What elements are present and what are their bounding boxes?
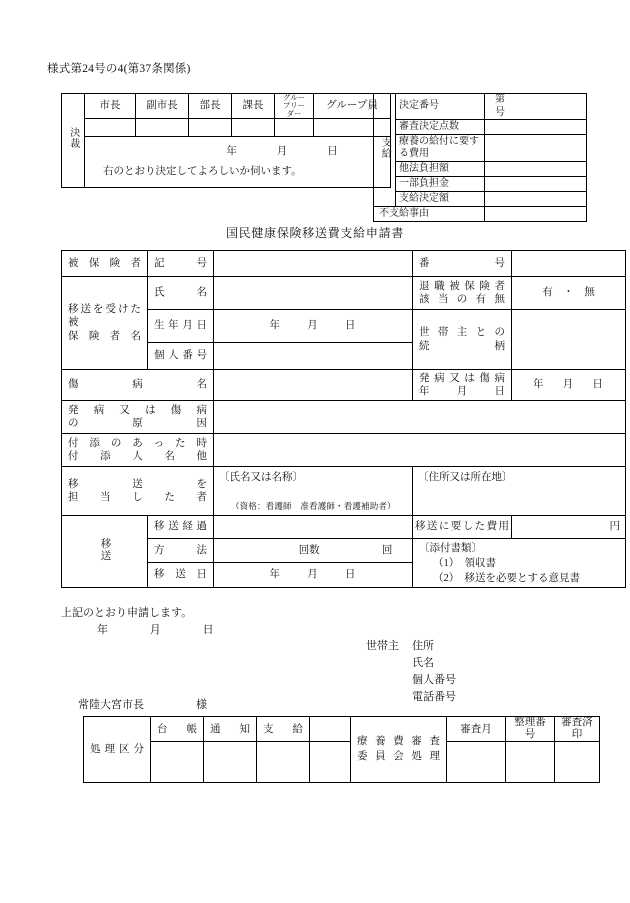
birthdate-month: 月 [307,320,319,332]
label-number: 番号 [413,251,512,277]
payment-row-copay [374,177,587,192]
main-table-wrapper [61,250,626,588]
payment-row-review-points [374,120,587,135]
transport-date-year: 年 [269,569,282,581]
field-cause[interactable] [214,401,626,434]
householder-label: 世帯主 [366,640,399,652]
birthdate-year: 年 [269,320,282,332]
addressee-name: 常陸大宮市長 [78,699,144,711]
approval-request-text: 右のとおり決定してよろしいか伺います。 [103,166,302,178]
transport-cost-unit: 円 [609,521,620,533]
payment-table [373,93,599,222]
label-transport-date: 移送日 [148,563,214,587]
householder-row-phone [366,689,456,706]
addressee-block [78,696,207,712]
householder-row-address [366,638,456,655]
approval-stamp-row [62,118,391,136]
process-col-payment: 支給 [257,717,310,742]
approval-request-cell [85,136,391,187]
field-mynumber[interactable] [214,343,413,370]
label-carrier: 移送を 担当した者 [62,467,214,516]
onset-year: 年 [533,379,545,391]
approval-col-group-member: グループ員 [314,94,391,119]
label-cause: 発病又は傷病 の原因 [62,401,214,434]
payment-table-wrapper [373,93,599,222]
exam-col-seal: 審査済 印 [555,717,600,742]
field-relation-to-householder[interactable] [512,310,626,370]
process-col-notice: 通知 [204,717,257,742]
addressee-honorific: 様 [196,699,207,711]
householder-field-name[interactable]: 氏名 [412,657,434,670]
approval-stamp-director[interactable] [189,118,232,136]
label-mynumber: 個人番号 [148,343,214,370]
table-row-transport-route [62,516,626,539]
attachments-cell [413,539,626,588]
process-entry-row [84,742,600,783]
label-transport-route: 移送経過 [148,516,214,539]
approval-date-line: 年 月 日 [226,146,344,157]
field-symbol[interactable] [214,251,413,277]
exam-field-reference-number[interactable] [506,742,555,783]
approval-stamp-group-leader[interactable] [275,118,314,136]
declaration-text: 上記のとおり申請します。 [61,607,193,619]
approval-col-group-leader: グルー プリー ダー [275,94,314,119]
table-row-insured [62,251,626,277]
approval-stamp-vice-mayor[interactable] [136,118,189,136]
approval-table [61,93,391,188]
process-field-ledger[interactable] [151,742,204,783]
process-col-blank [310,717,351,742]
payment-label-care-cost: 療養の給付に要する費用 [396,135,485,162]
carrier-address-head: 〔住所又は所在地〕 [418,472,513,483]
field-onset-date[interactable] [512,370,626,401]
label-exam-committee: 療養費審査 委員会処理 [351,717,447,783]
approval-header-row [62,94,391,119]
field-transport-cost[interactable] [512,516,626,539]
label-transport-method: 方法 [148,539,214,563]
payment-label-decision-number: 決定番号 [396,94,485,120]
label-birthdate: 生年月日 [148,310,214,343]
transport-date-day: 日 [344,569,357,581]
payment-row-other-law [374,162,587,177]
field-disease[interactable] [214,370,413,401]
payment-label-other-law: 他法負担額 [396,162,485,177]
field-transport-date[interactable] [214,563,413,587]
label-symbol: 記号 [148,251,214,277]
carrier-qualification-note: （資格：看護師 准看護師・看護補助者） [231,501,396,512]
label-transport-count: 回数 [298,545,320,557]
table-row-disease [62,370,626,401]
payment-row-decided-amount [374,192,587,207]
transport-side-label: 移送 [62,516,148,588]
field-transport-method[interactable] [214,539,413,563]
onset-day: 日 [592,379,604,391]
payment-value-decision-number[interactable]: 第 号 [485,94,587,120]
payment-value-review-points[interactable] [485,120,587,135]
approval-col-vice-mayor: 副市長 [136,94,189,119]
field-attendant[interactable] [214,434,626,467]
label-retired-insured: 退職被保険者 該当の有無 [413,277,512,310]
payment-label-no-payment-reason: 不支給事由 [374,207,485,222]
householder-block [366,638,456,706]
label-process-section: 処理区分 [84,717,151,783]
attachment-item-2: （2） 移送を必要とする意見書 [433,573,580,585]
label-relation-to-householder: 世帯主との 続柄 [413,310,512,370]
carrier-name-head: 〔氏名又は名称〕 [219,472,303,483]
exam-col-reference-number: 整理番 号 [506,717,555,742]
approval-stamp-section-chief[interactable] [232,118,275,136]
payment-row-no-payment-reason [374,207,587,222]
process-table-wrapper [83,716,600,783]
approval-col-mayor: 市長 [85,94,136,119]
approval-request-row [62,136,391,187]
page-title: 国民健康保険移送費支給申請書 [225,226,405,240]
declaration-block [61,605,220,638]
payment-value-no-payment-reason[interactable] [485,207,587,222]
attachment-item-1: （1） 領収書 [433,558,496,570]
transport-date-month: 月 [307,569,319,581]
approval-stamp-mayor[interactable] [85,118,136,136]
field-retired-insured[interactable]: 有 ・ 無 [512,277,626,310]
field-name[interactable] [214,277,413,310]
process-header-row [84,717,600,742]
process-col-ledger: 台帳 [151,717,204,742]
approval-col-section-chief: 課長 [232,94,275,119]
process-field-notice[interactable] [204,742,257,783]
payment-label-decided-amount: 支給決定額 [396,192,485,207]
payment-label-review-points: 審査決定点数 [396,120,485,135]
label-disease: 傷病名 [62,370,214,401]
approval-col-director: 部長 [189,94,232,119]
process-field-payment[interactable] [257,742,310,783]
application-table [61,250,626,588]
label-attendant: 付添のあった時 付添人名他 [62,434,214,467]
approval-table-wrapper [61,93,391,188]
field-carrier-address[interactable] [413,467,626,516]
householder-field-phone[interactable]: 電話番号 [412,691,456,704]
payment-row-decision-number [374,94,587,120]
exam-field-month[interactable] [447,742,506,783]
label-insured: 被保険者 [62,251,148,277]
label-onset-date: 発病又は傷病 年 月 日 [413,370,512,401]
label-name: 氏名 [148,277,214,310]
householder-row-mynumber [366,672,456,689]
payment-value-care-cost[interactable] [485,135,587,162]
payment-value-other-law[interactable] [485,162,587,177]
payment-value-copay[interactable] [485,177,587,192]
process-field-blank[interactable] [310,742,351,783]
exam-col-month: 審査月 [447,717,506,742]
exam-field-seal[interactable] [555,742,600,783]
householder-row-name [366,655,456,672]
table-row-carrier [62,467,626,516]
onset-month: 月 [562,379,575,391]
approval-side-label: 決裁 [62,94,85,188]
payment-value-decided-amount[interactable] [485,192,587,207]
field-carrier-name[interactable] [214,467,413,516]
field-transport-route[interactable] [214,516,413,539]
declaration-date-line: 年 月 日 [97,623,221,636]
field-birthdate[interactable] [214,310,413,343]
field-number[interactable] [512,251,626,277]
payment-row-care-cost [374,135,587,162]
process-table [83,716,600,783]
birthdate-day: 日 [344,320,357,332]
payment-label-copay: 一部負担金 [396,177,485,192]
table-row-attendant [62,434,626,467]
label-transported-insured: 移送を受けた被 保険者名 [62,277,148,370]
label-transport-cost: 移送に要した費用 [413,516,512,539]
attachments-head: 〔添付書類〕 [419,543,482,554]
table-row-cause [62,401,626,434]
form-number: 様式第24号の4(第37条関係) [47,63,191,75]
transport-count-unit: 回 [381,545,393,557]
householder-field-address[interactable]: 住所 [412,640,434,652]
householder-field-mynumber[interactable]: 個人番号 [412,674,456,687]
payment-side-label: 支給 [374,94,396,207]
table-row-name [62,277,626,310]
